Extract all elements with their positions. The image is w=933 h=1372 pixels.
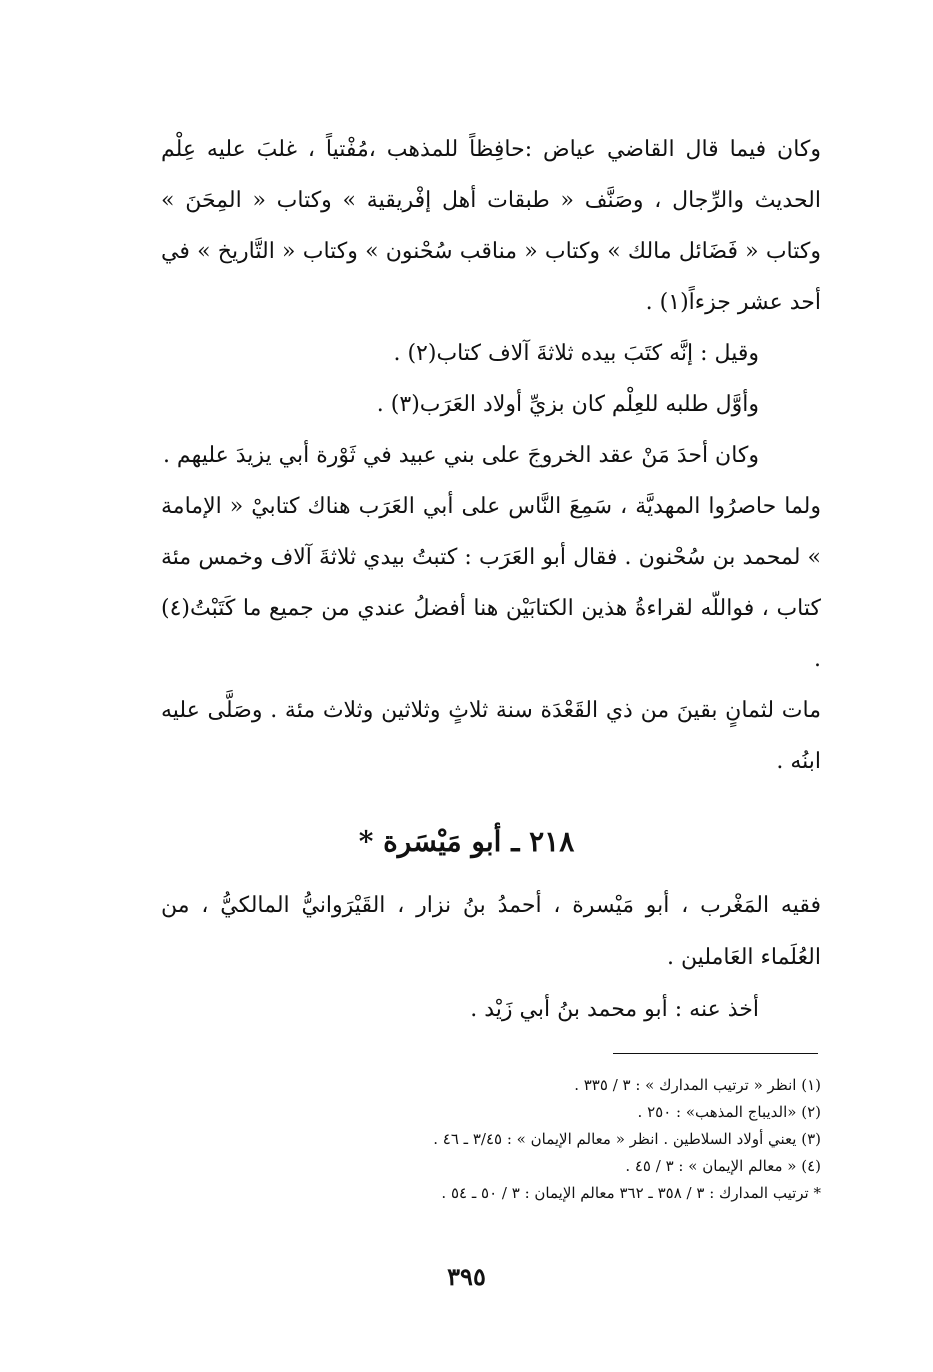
paragraph-entry-intro: فقيه المَغْرب ، أبو مَيْسرة ، أحمدُ بنُ نزار ، القَيْرَوانيُّ المالكيُّ ، من العُلَماء العَاملين . — [161, 893, 821, 970]
footnote-sources: * ترتيب المدارك : ٣ / ٣٥٨ ـ ٣٦٢ معالم الإيمان : ٣ / ٥٠ ـ ٥٤ . — [441, 1184, 821, 1202]
paragraph-biography: وكان فيما قال القاضي عياض :حافِظاً للمذهب ،مُفْتياً ، غلبَ عليه عِلْم الحديث والرِّجال ، وصَنَّف « طبقات أهل إفْريقية » وكتاب « المِحَنَ » وكتاب « فَضَائل مالك » وكتاب « مناقب سُحْنون » وكتاب « التَّاريخ » في أحد عشر جزءاً(١) . — [161, 137, 821, 315]
footnote-1: (١) انظر « ترتيب المدارك » : ٣ / ٣٣٥ . — [574, 1076, 821, 1094]
paragraph-study-start: وأوَّل طلبه للعِلْم كان بزيِّ أولاد العَرَب(٣) . — [376, 392, 759, 417]
paragraph-books-written: وقيل : إنَّه كتَبَ بيده ثلاثةَ آلاف كتاب(٢) . — [393, 341, 759, 366]
footnote-3: (٣) يعني أولاد السلاطين . انظر « معالم الإيمان » : ٣/٤٥ ـ ٤٦ . — [433, 1130, 821, 1148]
footnote-separator — [613, 1053, 818, 1054]
entry-text — [161, 880, 821, 1036]
paragraph-mahdiyya: ولما حاصرُوا المهديَّة ، سَمِعَ النَّاس على أبي العَرَب هناك كتابيْ « الإمامة » لمحمد بن سُحْنون . فقال أبو العَرَب : كتبتُ بيدي ثلاثةَ آلاف وخمس مئة كتاب ، فواللّه لقراءةُ هذين الكتابَيْن هنا أفضلُ عندي من جميع ما كَتَبْتُ(٤) . — [161, 494, 821, 672]
footnote-4: (٤) « معالم الإيمان » : ٣ / ٤٥ . — [625, 1157, 821, 1175]
entry-heading: ٢١٨ ـ أبو مَيْسَرة * — [358, 825, 575, 858]
paragraph-death: مات لثمانٍ بقينَ من ذي القَعْدَة سنة ثلاثٍ وثلاثين وثلاث مئة . وصَلَّى عليه ابنُه . — [161, 698, 821, 774]
footnote-2: (٢) «الديباج المذهب» : ٢٥٠ . — [637, 1103, 821, 1121]
page-number: ٣٩٥ — [447, 1262, 486, 1291]
main-text — [161, 124, 821, 787]
paragraph-revolt: وكان أحدَ مَنْ عقد الخروجَ على بني عبيد في ثَوْرة أبي يزيدَ عليهم . — [162, 443, 759, 468]
footnotes — [161, 1072, 821, 1207]
paragraph-entry-students: أخذ عنه : أبو محمد بنُ أبي زَيْد . — [470, 997, 759, 1022]
